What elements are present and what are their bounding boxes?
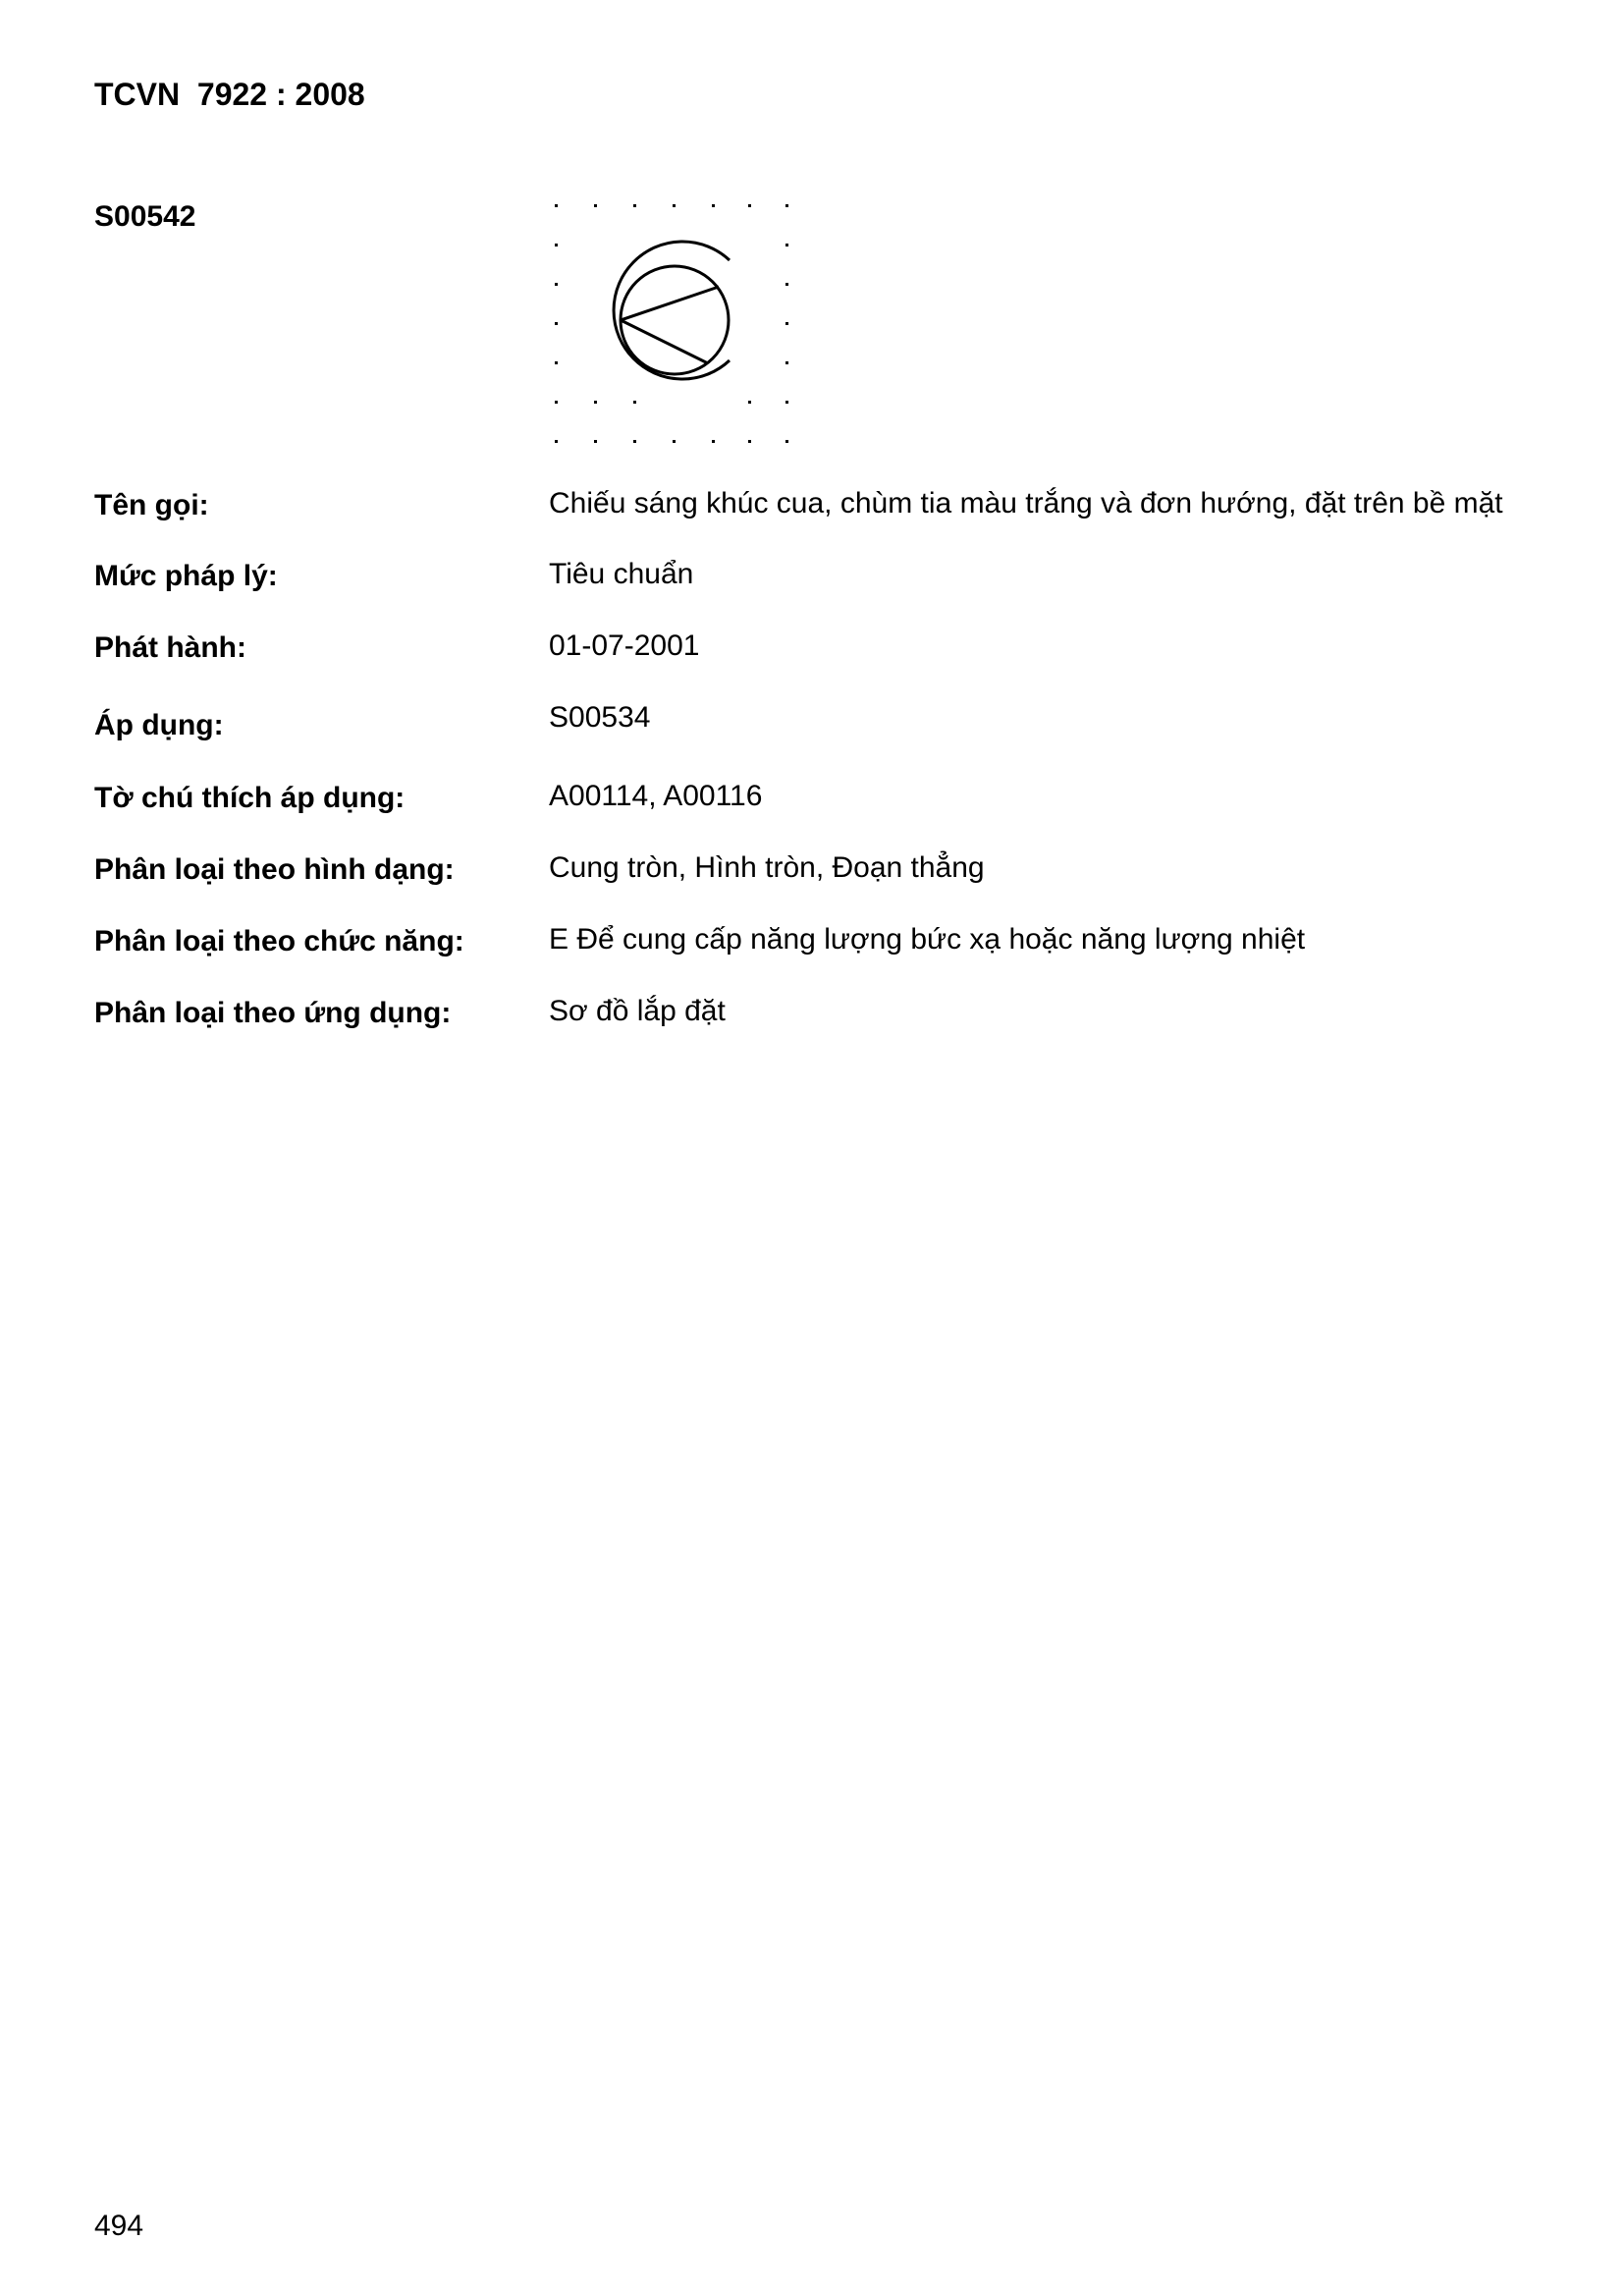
field-label: Phát hành: xyxy=(94,631,246,664)
field-label: Tờ chú thích áp dụng: xyxy=(94,782,406,814)
field-label: Tên gọi: xyxy=(94,489,209,521)
field-value: A00114, A00116 xyxy=(549,780,763,812)
field-value: Cung tròn, Hình tròn, Đoạn thẳng xyxy=(549,851,985,884)
field-label: Phân loại theo hình dạng: xyxy=(94,853,455,886)
field-row-annotation-sheet xyxy=(94,770,1508,823)
field-label: Phân loại theo chức năng: xyxy=(94,925,464,957)
field-row-shape-classification xyxy=(94,842,1508,895)
field-value: Sơ đồ lắp đặt xyxy=(549,995,726,1027)
field-row-release-date xyxy=(94,620,1508,673)
field-row-application-classification xyxy=(94,985,1508,1038)
field-value: Tiêu chuẩn xyxy=(549,558,694,590)
field-row-function-classification xyxy=(94,913,1508,966)
field-value: S00534 xyxy=(549,701,651,734)
field-row-legal-level xyxy=(94,548,1508,601)
symbol-figure xyxy=(540,192,795,454)
page-number: 494 xyxy=(94,2210,144,2242)
field-label: Mức pháp lý: xyxy=(94,560,278,592)
field-label: Áp dụng: xyxy=(94,709,224,741)
grid-dots xyxy=(555,204,788,443)
surface-mounted-curve-lighting-icon xyxy=(540,192,795,454)
field-row-applies-to xyxy=(94,691,1508,744)
field-value: E Để cung cấp năng lượng bức xạ hoặc năng lượng nhiệt xyxy=(549,923,1306,956)
field-label: Phân loại theo ứng dụng: xyxy=(94,997,452,1029)
field-value: Chiếu sáng khúc cua, chùm tia màu trắng và đơn hướng, đặt trên bề mặt xyxy=(549,487,1503,519)
symbol-code: S00542 xyxy=(94,200,196,233)
field-value: 01-07-2001 xyxy=(549,629,700,662)
field-list xyxy=(94,477,1508,1038)
inner-circle xyxy=(621,266,729,374)
field-row-name xyxy=(94,477,1508,530)
document-header: TCVN 7922 : 2008 xyxy=(94,77,365,112)
beam-line-upper xyxy=(621,287,719,320)
